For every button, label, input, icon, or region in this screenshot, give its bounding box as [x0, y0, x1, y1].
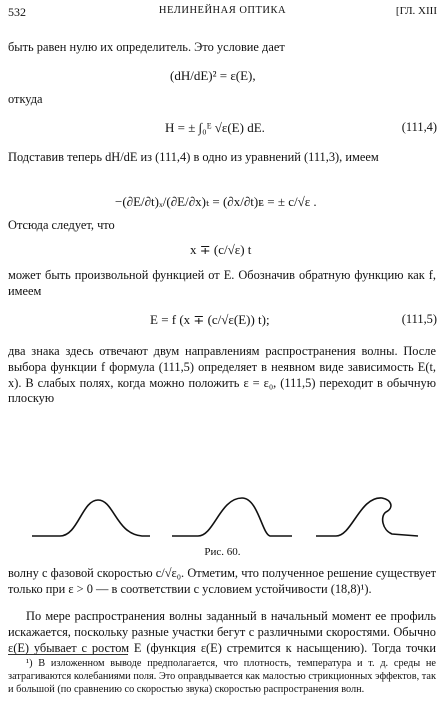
equation-2-number: (111,4)	[401, 120, 437, 134]
paragraph-6: два знака здесь отвечают двум направлениям распространения волны. После выбора функции f формула (111,5) определяет в неявном виде зависимость E(t, x). В слабых полях, когда можно положить ε = ε₀, (111,5) переходит в обычную плоскую	[8, 344, 436, 406]
equation-2-text: H = ± ∫₀ᴱ √ε(E) dE.	[165, 120, 265, 135]
equation-5-text: E = f (x ∓ (c/√ε(E)) t);	[150, 312, 270, 327]
equation-5	[0, 302, 445, 342]
equation-1-text: (dH/dE)² = ε(E),	[170, 68, 256, 83]
footnote-rule	[8, 654, 128, 655]
paragraph-1: быть равен нулю их определитель. Это условие дает	[8, 40, 285, 54]
paragraph-2: откуда	[8, 92, 43, 106]
figure-60-wave-profiles	[30, 490, 420, 540]
equation-5-number: (111,5)	[401, 312, 437, 326]
paragraph-8: По мере распространения волны заданный в начальный момент ее профиль искажается, поскольку разные участки бегут с различными скоростями. Обычно ε(E) убывает с ростом E (функция ε(E) стремится к насыщению). Тогда точки	[8, 609, 436, 654]
profile-2-curve	[172, 498, 292, 536]
equation-2	[0, 108, 445, 148]
paragraph-4: Отсюда следует, что	[8, 218, 115, 232]
profile-1-curve	[32, 500, 150, 536]
running-header	[8, 5, 437, 21]
page-number: 532	[8, 5, 26, 19]
running-title: НЕЛИНЕЙНАЯ ОПТИКА	[158, 5, 287, 16]
figure-caption: Рис. 60.	[204, 546, 241, 558]
chapter-label: [ГЛ. XIII	[395, 5, 437, 17]
paragraph-5: может быть произвольной функцией от E. Обозначив обратную функцию как f, имеем	[8, 268, 436, 298]
footnote: ¹) В изложенном выводе предполагается, что плотность, температура и т. д. среды не затрагиваются колебаниями поля. Это оправдывается как малостью стрикционных эффектов, так и большой (по сравнению со скоростью звука) скоростью распространения волн.	[8, 658, 436, 695]
paragraph-3: Подставив теперь dH/dE из (111,4) в одно из уравнений (111,3), имеем	[8, 150, 379, 164]
paragraph-7: волну с фазовой скоростью c/√ε₀. Отметим, что полученное решение существует только при ε > 0 — в соответствии с условием устойчивости (18,8)¹).	[8, 566, 436, 596]
profile-3-curve	[316, 498, 418, 536]
equation-3-text: −(∂E/∂t)ₓ/(∂E/∂x)ₜ = (∂x/∂t)ᴇ = ± c/√ε .	[115, 194, 317, 209]
equation-4-text: x ∓ (c/√ε) t	[190, 242, 252, 257]
